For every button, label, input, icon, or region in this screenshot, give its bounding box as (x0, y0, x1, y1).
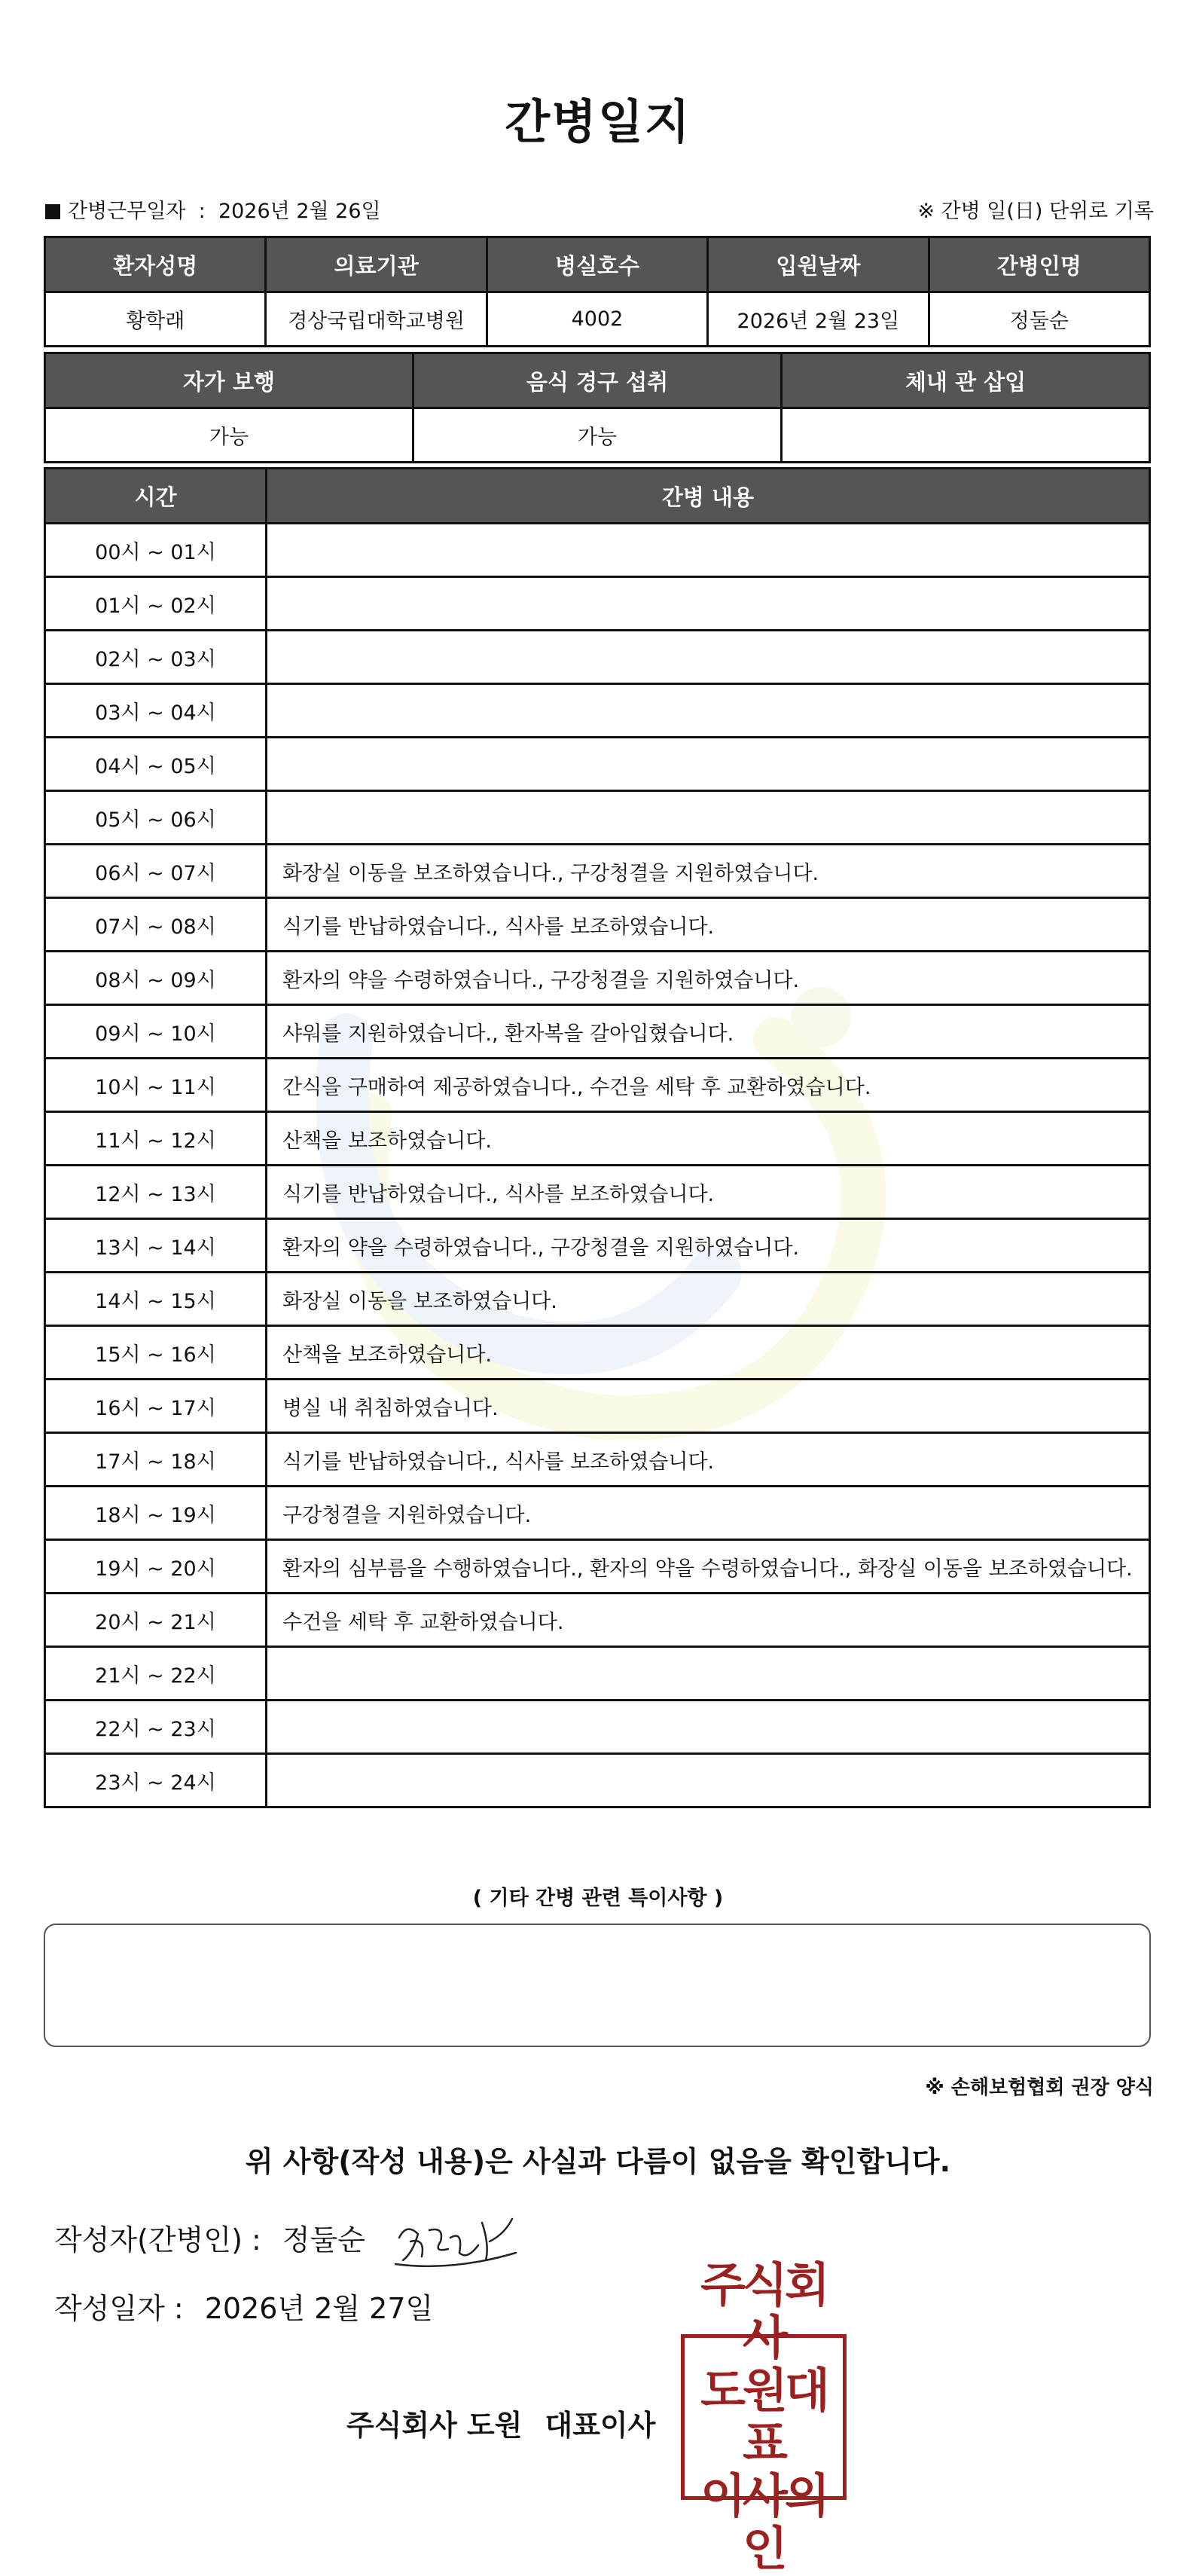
table-row (45, 1647, 1150, 1701)
time-slot: 04시 ~ 05시 (45, 738, 267, 791)
table-row (45, 1754, 1150, 1807)
care-content (267, 577, 1150, 631)
care-content: 산책을 보조하였습니다. (267, 1112, 1150, 1166)
time-slot: 01시 ~ 02시 (45, 577, 267, 631)
table-row (45, 952, 1150, 1005)
form-source-note: ※ 손해보험협회 권장 양식 (925, 2076, 1154, 2099)
table-header-row (45, 469, 1150, 524)
handwritten-signature (392, 2208, 520, 2275)
table-header-row (45, 353, 1150, 408)
table-row (45, 1540, 1150, 1594)
write-date-label: 작성일자 : (54, 2292, 184, 2325)
header-room-number: 병실호수 (487, 237, 707, 292)
table-row (45, 408, 1150, 463)
time-slot: 15시 ~ 16시 (45, 1326, 267, 1380)
time-slot: 14시 ~ 15시 (45, 1273, 267, 1326)
time-slot: 21시 ~ 22시 (45, 1647, 267, 1701)
hospital-name: 경상국립대학교병원 (266, 292, 487, 347)
header-tube-insertion: 체내 관 삽입 (782, 353, 1150, 408)
work-date-label: 간병근무일자 (68, 200, 186, 223)
caregiver-name: 정둘순 (929, 292, 1149, 347)
header-patient-name: 환자성명 (45, 237, 266, 292)
care-content: 간식을 구매하여 제공하였습니다., 수건을 세탁 후 교환하였습니다. (267, 1059, 1150, 1112)
care-content: 식기를 반납하였습니다., 식사를 보조하였습니다. (267, 1166, 1150, 1219)
square-bullet-icon (45, 204, 60, 219)
table-row (45, 1059, 1150, 1112)
time-slot: 12시 ~ 13시 (45, 1166, 267, 1219)
care-content: 환자의 심부름을 수행하였습니다., 환자의 약을 수령하였습니다., 화장실 이동을 보조하였습니다. (267, 1540, 1150, 1594)
remarks-title: ( 기타 간병 관련 특이사항 ) (472, 1887, 724, 1910)
time-slot: 13시 ~ 14시 (45, 1219, 267, 1273)
seal-line: 이사의인 (700, 2468, 827, 2576)
tube-insertion-value (782, 408, 1150, 463)
table-row (45, 1219, 1150, 1273)
table-row (45, 1433, 1150, 1487)
header-caregiver-name: 간병인명 (929, 237, 1149, 292)
table-row (45, 292, 1150, 347)
header-care-content: 간병 내용 (267, 469, 1150, 524)
patient-info-table (44, 236, 1151, 347)
time-slot: 11시 ~ 12시 (45, 1112, 267, 1166)
oral-intake-value: 가능 (413, 408, 782, 463)
time-slot: 02시 ~ 03시 (45, 631, 267, 684)
time-slot: 20시 ~ 21시 (45, 1594, 267, 1647)
care-log-table (44, 467, 1151, 1808)
care-content: 화장실 이동을 보조하였습니다. (267, 1273, 1150, 1326)
confirmation-statement: 위 사항(작성 내용)은 사실과 다름이 없음을 확인합니다. (245, 2145, 951, 2178)
table-row (45, 1112, 1150, 1166)
table-row (45, 1005, 1150, 1059)
time-slot: 06시 ~ 07시 (45, 845, 267, 898)
table-row (45, 791, 1150, 845)
self-walking-value: 가능 (45, 408, 413, 463)
care-content: 수건을 세탁 후 교환하였습니다. (267, 1594, 1150, 1647)
care-content: 산책을 보조하였습니다. (267, 1326, 1150, 1380)
time-slot: 22시 ~ 23시 (45, 1701, 267, 1754)
table-row (45, 577, 1150, 631)
patient-ability-table (44, 352, 1151, 463)
time-slot: 19시 ~ 20시 (45, 1540, 267, 1594)
care-content: 화장실 이동을 보조하였습니다., 구강청결을 지원하였습니다. (267, 845, 1150, 898)
table-row (45, 1166, 1150, 1219)
time-slot: 00시 ~ 01시 (45, 524, 267, 577)
time-slot: 03시 ~ 04시 (45, 684, 267, 738)
table-header-row (45, 237, 1150, 292)
table-row (45, 1380, 1150, 1433)
table-row (45, 1594, 1150, 1647)
table-row (45, 1273, 1150, 1326)
time-slot: 09시 ~ 10시 (45, 1005, 267, 1059)
work-date (45, 194, 381, 224)
header-time: 시간 (45, 469, 267, 524)
header-self-walking: 자가 보행 (45, 353, 413, 408)
header-hospital: 의료기관 (266, 237, 487, 292)
company-seal-stamp (681, 2257, 847, 2576)
care-content: 식기를 반납하였습니다., 식사를 보조하였습니다. (267, 1433, 1150, 1487)
table-row (45, 1701, 1150, 1754)
company-name: 주식회사 도원 (346, 2409, 523, 2442)
care-content: 구강청결을 지원하였습니다. (267, 1487, 1150, 1540)
care-content: 식기를 반납하였습니다., 식사를 보조하였습니다. (267, 898, 1150, 952)
company-line (346, 2402, 655, 2443)
company-representative: 대표이사 (545, 2409, 656, 2442)
table-row (45, 524, 1150, 577)
time-slot: 23시 ~ 24시 (45, 1754, 267, 1807)
table-row (45, 898, 1150, 952)
remarks-box (44, 1924, 1151, 2047)
care-content: 환자의 약을 수령하였습니다., 구강청결을 지원하였습니다. (267, 952, 1150, 1005)
page-title: 간병일지 (505, 94, 691, 149)
care-content (267, 1701, 1150, 1754)
table-row (45, 738, 1150, 791)
write-date-line (54, 2285, 433, 2327)
time-slot: 17시 ~ 18시 (45, 1433, 267, 1487)
writer-name: 정둘순 (282, 2223, 365, 2257)
care-content (267, 738, 1150, 791)
admission-date: 2026년 2월 23일 (708, 292, 929, 347)
room-number: 4002 (487, 292, 707, 347)
seal-line: 주식회사 (700, 2257, 827, 2365)
table-row (45, 631, 1150, 684)
time-slot: 08시 ~ 09시 (45, 952, 267, 1005)
writer-line (54, 2217, 365, 2258)
writer-label: 작성자(간병인) : (54, 2223, 261, 2257)
care-content: 병실 내 취침하였습니다. (267, 1380, 1150, 1433)
care-content (267, 1647, 1150, 1701)
header-admission-date: 입원날짜 (708, 237, 929, 292)
patient-name: 황학래 (45, 292, 266, 347)
care-content: 샤워를 지원하였습니다., 환자복을 갈아입혔습니다. (267, 1005, 1150, 1059)
work-date-separator: : (198, 200, 206, 223)
seal-line: 도원대표 (700, 2363, 827, 2471)
work-date-value: 2026년 2월 26일 (218, 200, 381, 223)
care-content (267, 631, 1150, 684)
write-date-value: 2026년 2월 27일 (204, 2292, 434, 2325)
care-log-body (45, 524, 1150, 1807)
care-content (267, 524, 1150, 577)
table-row (45, 845, 1150, 898)
time-slot: 16시 ~ 17시 (45, 1380, 267, 1433)
care-content (267, 684, 1150, 738)
table-row (45, 684, 1150, 738)
time-slot: 05시 ~ 06시 (45, 791, 267, 845)
time-slot: 18시 ~ 19시 (45, 1487, 267, 1540)
care-content (267, 791, 1150, 845)
care-content (267, 1754, 1150, 1807)
table-row (45, 1487, 1150, 1540)
time-slot: 07시 ~ 08시 (45, 898, 267, 952)
care-content: 환자의 약을 수령하였습니다., 구강청결을 지원하였습니다. (267, 1219, 1150, 1273)
header-oral-intake: 음식 경구 섭취 (413, 353, 782, 408)
table-row (45, 1326, 1150, 1380)
time-slot: 10시 ~ 11시 (45, 1059, 267, 1112)
record-unit-note: ※ 간병 일(日) 단위로 기록 (917, 200, 1154, 223)
